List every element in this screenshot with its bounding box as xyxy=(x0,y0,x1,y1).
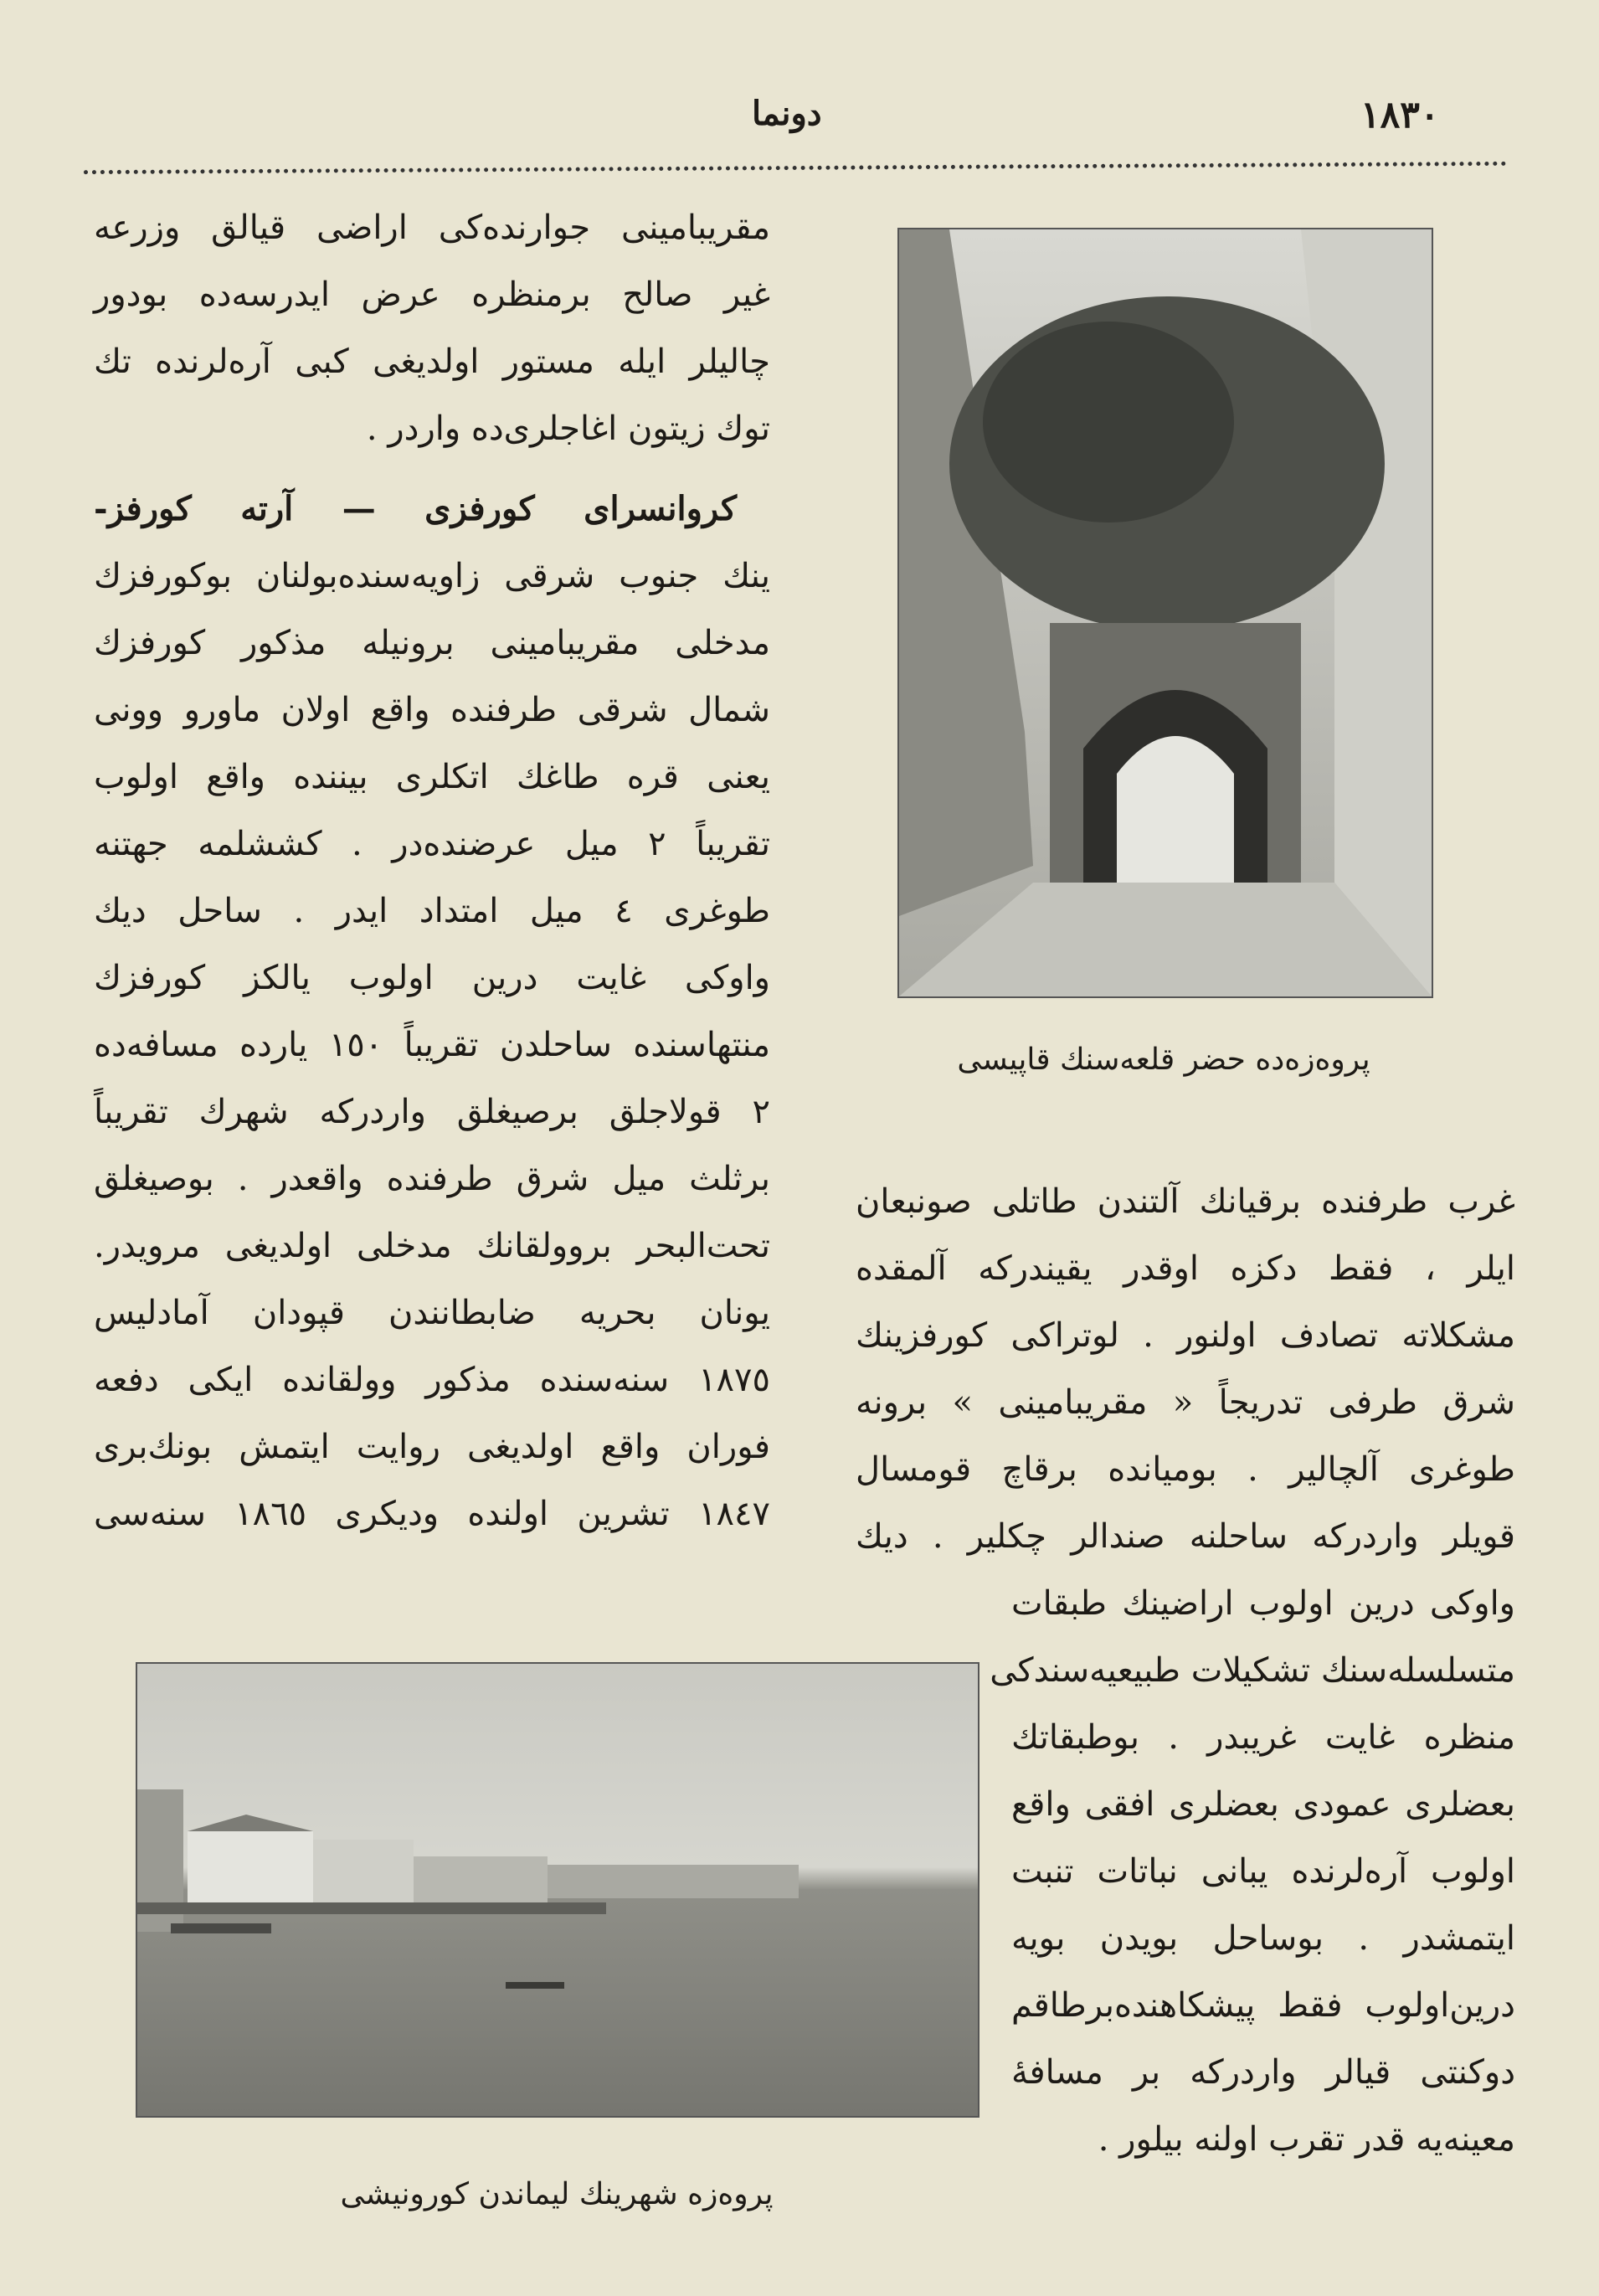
harbor-photo xyxy=(136,1662,979,2118)
text-line: یعنی قره طاغك اتکلری بیننده واقع اولوب xyxy=(94,758,770,796)
text-line: طوغری آلچالیر . بومیانده برقاچ قومسال xyxy=(856,1450,1515,1489)
text-line: یونان بحریه ضابطانندن قپودان آمادلیس xyxy=(94,1294,770,1332)
text-line: منتهاسنده ساحلدن تقریباً ١٥٠ یارده مسافه‌ده xyxy=(94,1026,771,1064)
text-line: مدخلی مقریبامینی برونیله مذکور کورفزك xyxy=(94,624,770,662)
gate-photo-caption: پروه‌زه‌ده حضر قلعه‌سنك قاپیسی xyxy=(957,1042,1370,1077)
text-line: ١٨٤٧ تشرین اولنده ودیکری ١٨٦٥ سنه‌سی xyxy=(94,1495,770,1533)
text-line: ایتمشدر . بوساحل بویدن بویه xyxy=(1011,1919,1515,1958)
page-number: ١٨٣٠ xyxy=(1360,94,1440,136)
text-line: توك زیتون اغاجلری‌ده واردر . xyxy=(366,409,770,448)
text-line: اولوب آره‌لرنده یبانی نباتات تنبت xyxy=(1011,1852,1515,1891)
text-line: غرب طرفنده برقیانك آلتندن طاتلی صونبعان xyxy=(856,1182,1515,1221)
right-column-upper xyxy=(856,1168,1515,1570)
text-line: شرق طرفی تدریجاً « مقریبامینی » برونه xyxy=(856,1383,1515,1422)
right-column-lower xyxy=(990,1570,1515,2173)
text-line: برثلث میل شرق طرفنده واقعدر . بوصیغلق xyxy=(94,1160,770,1198)
text-line: قویلر واردرکه ساحلنه صندالر چکلیر . دیك xyxy=(856,1517,1515,1556)
text-line: چالیلر ایله مستور اولدیغی کبی آره‌لرنده تك xyxy=(94,342,770,381)
text-line: مشکلاته تصادف اولنور . لوتراکی کورفزینك xyxy=(856,1316,1515,1355)
text-line: متسلسله‌سنك تشکیلات طبیعیه‌سندکی xyxy=(990,1651,1515,1690)
gate-photo xyxy=(897,228,1433,998)
section-heading-line: کروانسرای کورفزی — آرته کورفز- xyxy=(94,489,737,528)
text-line: شمال شرقی طرفنده واقع اولان ماورو وونی xyxy=(94,691,770,729)
text-line: طوغری ٤ میل امتداد ایدر . ساحل دیك xyxy=(94,892,771,930)
text-line: درین‌اولوب فقط پیشکاهنده‌برطاقم xyxy=(1011,1986,1515,2025)
text-line: بعضلری عمودی بعضلری افقی واقع xyxy=(1011,1785,1515,1824)
left-column xyxy=(94,194,770,1547)
text-line: تقریباً ٢ میل عرضنده‌در . کششلمه جهتنه xyxy=(94,825,770,863)
text-line: معینه‌یه قدر تقرب اولنه بیلور . xyxy=(1098,2120,1515,2159)
header-rule xyxy=(84,162,1507,174)
text-line: تحت‌البحر بروولقانك مدخلی اولدیغی مرویدر. xyxy=(94,1227,770,1265)
text-line: ١٨٧٥ سنه‌سنده مذکور وولقانده ایکی دفعه xyxy=(94,1361,770,1399)
text-line: مقریبامینی جوارنده‌کی اراضی قیالق وزرعه xyxy=(94,208,770,247)
text-line: دوکنتی قیالر واردرکه بر مسافهٔ xyxy=(1011,2053,1515,2092)
running-title: دونما xyxy=(752,94,822,133)
text-line: ینك جنوب شرقی زاویه‌سنده‌بولنان بوکورفزك xyxy=(94,557,770,595)
text-line: ٢ قولاجلق برصیغلق واردرکه شهرك تقریباً xyxy=(94,1093,770,1131)
text-line: واوکی غایت درین اولوب یالکز کورفزك xyxy=(94,959,770,997)
text-line: غیر صالح برمنظره عرض ایدرسه‌ده بودور xyxy=(94,275,770,314)
harbor-photo-caption: پروه‌زه شهرینك لیماندن کورونیشی xyxy=(340,2177,774,2211)
text-line: فوران واقع اولدیغی روایت ایتمش بونك‌بری xyxy=(94,1428,770,1466)
text-line: واوکی درین اولوب اراضینك طبقات xyxy=(1011,1584,1515,1623)
text-line: منظره غایت غریبدر . بوطبقاتك xyxy=(1011,1718,1515,1757)
text-line: ایلر ، فقط دکزه اوقدر یقیندرکه آلمقده xyxy=(856,1249,1515,1288)
